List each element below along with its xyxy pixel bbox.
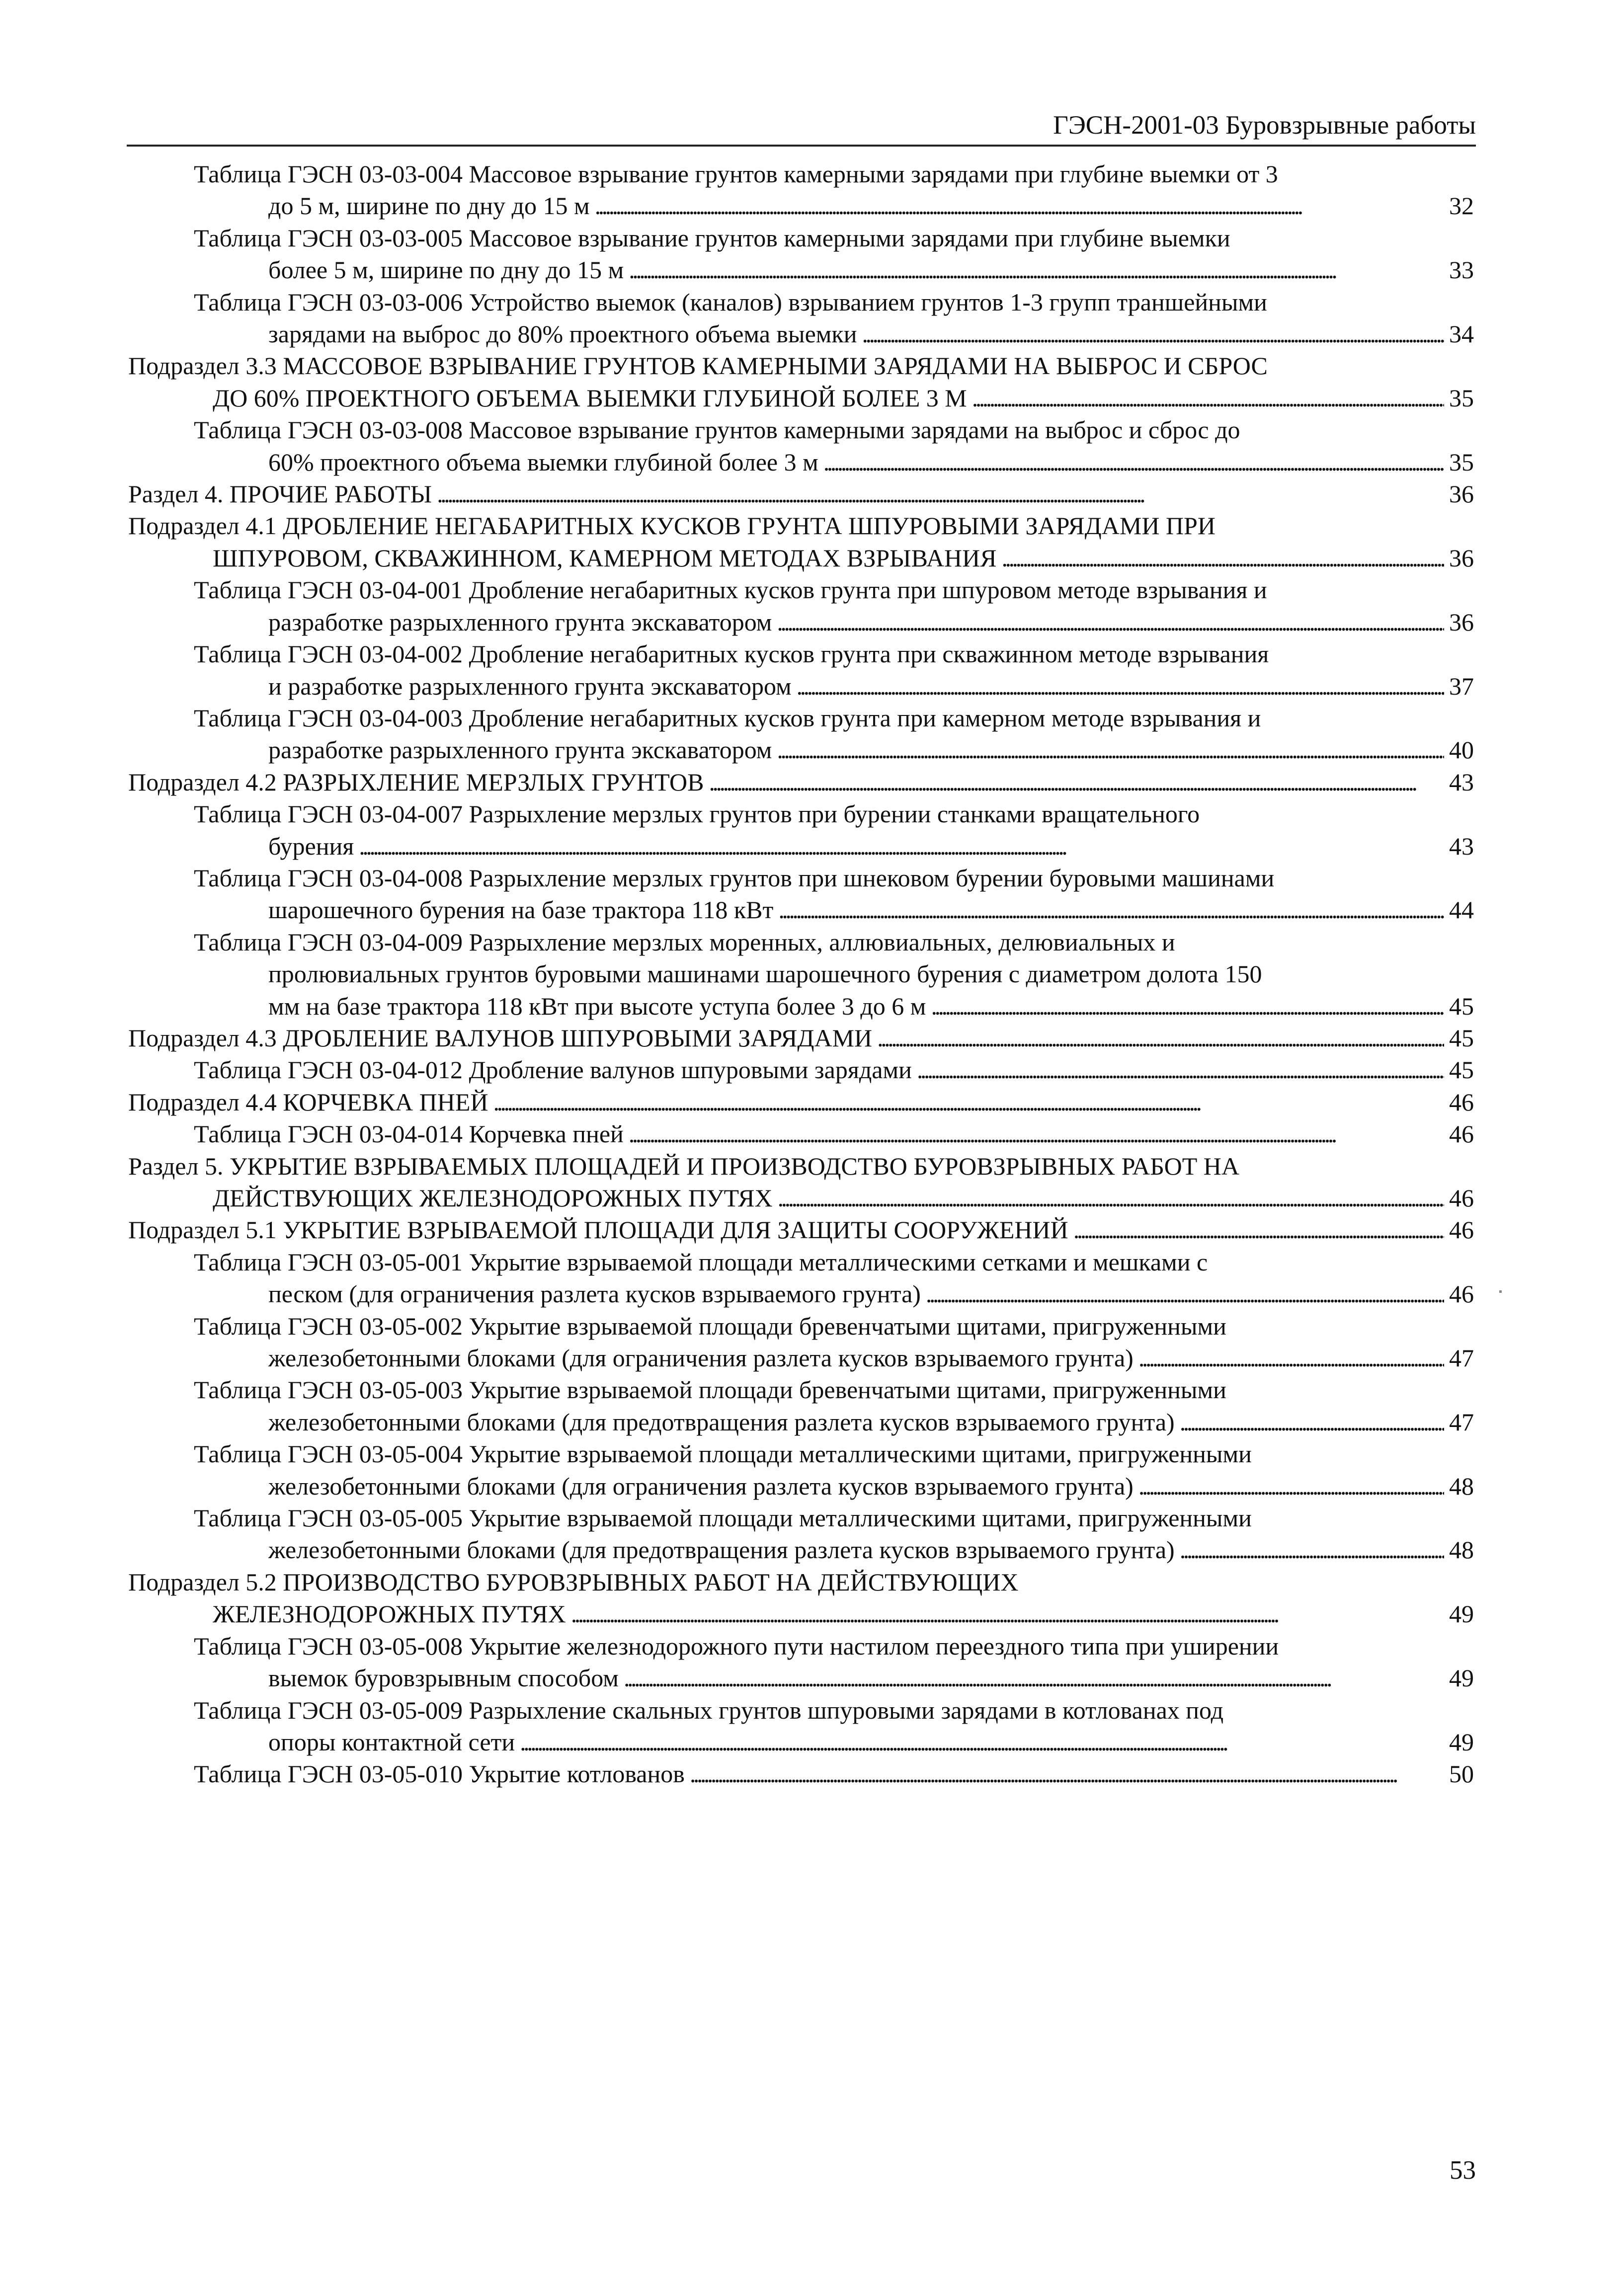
toc-entry-text: Таблица ГЭСН 03-04-003 Дробление негабаритных кусков грунта при камерном методе взрывания и bbox=[194, 704, 1261, 732]
toc-page-number: 46 bbox=[1449, 1184, 1474, 1212]
toc-line bbox=[128, 1150, 1474, 1182]
toc-section-entry[interactable] bbox=[128, 1214, 1474, 1246]
toc-table-entry[interactable] bbox=[128, 1118, 1474, 1150]
toc-entry-text: 60% проектного объема выемки глубиной более 3 м bbox=[268, 448, 818, 476]
toc-page-number: 36 bbox=[1449, 608, 1474, 636]
toc-line bbox=[194, 1534, 1474, 1566]
toc-line bbox=[128, 1086, 1474, 1118]
toc-line bbox=[194, 414, 1474, 446]
toc-page-number: 35 bbox=[1449, 448, 1474, 476]
toc-entry-text: Таблица ГЭСН 03-04-012 Дробление валунов шпуровыми зарядами bbox=[194, 1056, 912, 1084]
toc-entry-text: Подраздел 5.2 ПРОИЗВОДСТВО БУРОВЗРЫВНЫХ РАБОТ НА ДЕЙСТВУЮЩИХ bbox=[128, 1568, 1019, 1596]
toc-entry-text: до 5 м, ширине по дну до 15 м bbox=[268, 192, 590, 220]
toc-page-number: 47 bbox=[1449, 1408, 1474, 1436]
toc-line bbox=[194, 286, 1474, 318]
toc-table-entry[interactable] bbox=[128, 1246, 1474, 1310]
toc-line bbox=[128, 1214, 1474, 1246]
toc-table-entry[interactable] bbox=[128, 1054, 1474, 1086]
toc-entry-text: железобетонными блоками (для ограничения разлета кусков взрываемого грунта) bbox=[268, 1344, 1134, 1372]
toc-entry-text: Таблица ГЭСН 03-03-004 Массовое взрывание грунтов камерными зарядами при глубине выемки от 3 bbox=[194, 160, 1278, 188]
dot-leader bbox=[778, 894, 1444, 926]
dot-leader bbox=[777, 734, 1444, 766]
toc-entry-text: железобетонными блоками (для предотвращения разлета кусков взрываемого грунта) bbox=[268, 1408, 1175, 1436]
toc-entry-text: разработке разрыхленного грунта экскаватором bbox=[268, 736, 772, 764]
toc-entry-text: ЖЕЛЕЗНОДОРОЖНЫХ ПУТЯХ bbox=[213, 1600, 566, 1628]
dot-leader bbox=[1073, 1214, 1444, 1246]
toc-entry-text: разработке разрыхленного грунта экскаватором bbox=[268, 608, 772, 636]
toc-entry-text: Раздел 5. УКРЫТИЕ ВЗРЫВАЕМЫХ ПЛОЩАДЕЙ И ПРОИЗВОДСТВО БУРОВЗРЫВНЫХ РАБОТ НА bbox=[128, 1152, 1239, 1180]
toc-entry-text: Таблица ГЭСН 03-03-008 Массовое взрывание грунтов камерными зарядами на выброс и сброс до bbox=[194, 416, 1240, 444]
toc-entry-text: шарошечного бурения на базе трактора 118 кВт bbox=[268, 896, 774, 924]
toc-entry-text: Таблица ГЭСН 03-05-004 Укрытие взрываемой площади металлическими щитами, пригруженными bbox=[194, 1440, 1252, 1468]
toc-line bbox=[194, 1694, 1474, 1726]
toc-line bbox=[194, 1374, 1474, 1406]
toc-line bbox=[194, 190, 1474, 222]
toc-entry-text: и разработке разрыхленного грунта экскаватором bbox=[268, 672, 792, 700]
toc-page-number: 45 bbox=[1449, 1056, 1474, 1084]
toc-entry-text: ДЕЙСТВУЮЩИХ ЖЕЛЕЗНОДОРОЖНЫХ ПУТЯХ bbox=[213, 1184, 773, 1212]
toc-entry-text: выемок буровзрывным способом bbox=[268, 1664, 619, 1692]
toc-line bbox=[194, 1662, 1474, 1694]
toc-entry-text: железобетонными блоками (для предотвращения разлета кусков взрываемого грунта) bbox=[268, 1536, 1175, 1564]
toc-page-number: 49 bbox=[1449, 1728, 1474, 1756]
dot-leader bbox=[520, 1726, 1444, 1758]
toc-line bbox=[194, 702, 1474, 734]
toc-table-entry[interactable] bbox=[128, 414, 1474, 478]
toc-page-number: 36 bbox=[1449, 480, 1474, 508]
toc-entry-text: Таблица ГЭСН 03-05-010 Укрытие котлованов bbox=[194, 1760, 685, 1788]
dot-leader bbox=[1138, 1342, 1444, 1374]
toc-line bbox=[128, 1566, 1474, 1598]
toc-page-number: 48 bbox=[1449, 1472, 1474, 1500]
toc-page-number: 47 bbox=[1449, 1344, 1474, 1372]
toc-page-number: 46 bbox=[1449, 1120, 1474, 1148]
toc-entry-text: Таблица ГЭСН 03-04-008 Разрыхление мерзлых грунтов при шнековом бурении буровыми машинами bbox=[194, 864, 1275, 892]
toc-page-number: 49 bbox=[1449, 1664, 1474, 1692]
scan-speck bbox=[1499, 1290, 1502, 1293]
toc-page-number: 44 bbox=[1449, 896, 1474, 924]
dot-leader bbox=[926, 1278, 1444, 1310]
dot-leader bbox=[359, 830, 1444, 862]
dot-leader bbox=[595, 190, 1444, 222]
toc-line bbox=[194, 638, 1474, 670]
toc-table-entry[interactable] bbox=[128, 1758, 1474, 1790]
toc-line bbox=[194, 1470, 1474, 1502]
toc-line bbox=[194, 1342, 1474, 1374]
toc-line bbox=[194, 1438, 1474, 1470]
toc-entry-text: Таблица ГЭСН 03-05-005 Укрытие взрываемой площади металлическими щитами, пригруженными bbox=[194, 1504, 1252, 1532]
toc-page-number: 46 bbox=[1449, 1088, 1474, 1116]
toc-line bbox=[128, 510, 1474, 542]
page-number: 53 bbox=[1450, 2156, 1476, 2185]
toc-page-number: 43 bbox=[1449, 832, 1474, 860]
toc-page-number: 46 bbox=[1449, 1280, 1474, 1308]
toc-page-number: 43 bbox=[1449, 768, 1474, 796]
toc-entry-text: опоры контактной сети bbox=[268, 1728, 515, 1756]
toc-entry-text: ШПУРОВОМ, СКВАЖИННОМ, КАМЕРНОМ МЕТОДАХ ВЗРЫВАНИЯ bbox=[213, 544, 997, 572]
toc-line bbox=[194, 222, 1474, 254]
toc-entry-text: бурения bbox=[268, 832, 354, 860]
toc-line bbox=[194, 958, 1474, 990]
toc-entry-text: Таблица ГЭСН 03-05-008 Укрытие железнодорожного пути настилом переездного типа при уширении bbox=[194, 1632, 1279, 1660]
toc-page-number: 36 bbox=[1449, 544, 1474, 572]
dot-leader bbox=[1180, 1406, 1444, 1438]
toc-section-entry[interactable] bbox=[128, 1150, 1474, 1214]
toc-table-entry[interactable] bbox=[128, 862, 1474, 926]
toc-line bbox=[194, 734, 1474, 766]
toc-table-entry[interactable] bbox=[128, 1374, 1474, 1438]
dot-leader bbox=[877, 1022, 1444, 1054]
toc-entry-text: ДО 60% ПРОЕКТНОГО ОБЪЕМА ВЫЕМКИ ГЛУБИНОЙ БОЛЕЕ 3 М bbox=[213, 384, 967, 412]
toc-entry-text: Таблица ГЭСН 03-05-009 Разрыхление скальных грунтов шпуровыми зарядами в котлованах под bbox=[194, 1696, 1224, 1724]
toc-line bbox=[194, 830, 1474, 862]
toc-page-number: 45 bbox=[1449, 992, 1474, 1020]
toc-table-entry[interactable] bbox=[128, 926, 1474, 1022]
toc-line bbox=[128, 1022, 1474, 1054]
toc-line bbox=[128, 1598, 1474, 1630]
toc-entry-text: пролювиальных грунтов буровыми машинами шарошечного бурения с диаметром долота 150 bbox=[268, 960, 1262, 988]
toc-line bbox=[194, 1406, 1474, 1438]
toc-page-number: 46 bbox=[1449, 1216, 1474, 1244]
toc-section-entry[interactable] bbox=[128, 1566, 1474, 1630]
toc-line bbox=[194, 670, 1474, 702]
toc-page-number: 33 bbox=[1449, 256, 1474, 284]
toc-table-entry[interactable] bbox=[128, 1502, 1474, 1566]
toc-entry-text: Таблица ГЭСН 03-05-003 Укрытие взрываемой площади бревенчатыми щитами, пригруженными bbox=[194, 1376, 1226, 1404]
toc-page-number: 50 bbox=[1449, 1760, 1474, 1788]
dot-leader bbox=[629, 1118, 1444, 1150]
toc-entry-text: песком (для ограничения разлета кусков взрываемого грунта) bbox=[268, 1280, 921, 1308]
toc-table-entry[interactable] bbox=[128, 222, 1474, 286]
toc-page-number: 48 bbox=[1449, 1536, 1474, 1564]
toc-section-entry[interactable] bbox=[128, 1022, 1474, 1054]
toc-line bbox=[128, 766, 1474, 798]
dot-leader bbox=[931, 990, 1444, 1022]
toc-entry-text: Подраздел 4.1 ДРОБЛЕНИЕ НЕГАБАРИТНЫХ КУСКОВ ГРУНТА ШПУРОВЫМИ ЗАРЯДАМИ ПРИ bbox=[128, 512, 1216, 540]
toc-section-entry[interactable] bbox=[128, 510, 1474, 574]
toc-line bbox=[194, 1118, 1474, 1150]
toc-line bbox=[128, 1182, 1474, 1214]
toc-line bbox=[194, 1278, 1474, 1310]
toc-entry-text: Подраздел 4.3 ДРОБЛЕНИЕ ВАЛУНОВ ШПУРОВЫМИ ЗАРЯДАМИ bbox=[128, 1024, 873, 1052]
toc-line bbox=[194, 606, 1474, 638]
toc-line bbox=[194, 894, 1474, 926]
toc-table-entry[interactable] bbox=[128, 1630, 1474, 1694]
header-title: ГЭСН-2001-03 Буровзрывные работы bbox=[1053, 111, 1476, 140]
toc-table-entry[interactable] bbox=[128, 574, 1474, 638]
toc-line bbox=[194, 574, 1474, 606]
dot-leader bbox=[709, 766, 1445, 798]
toc-line bbox=[194, 990, 1474, 1022]
toc-line bbox=[194, 798, 1474, 830]
dot-leader bbox=[690, 1758, 1444, 1790]
dot-leader bbox=[823, 446, 1444, 478]
toc-section-entry[interactable] bbox=[128, 478, 1474, 510]
toc-entry-text: Подраздел 4.2 РАЗРЫХЛЕНИЕ МЕРЗЛЫХ ГРУНТОВ bbox=[128, 768, 704, 796]
dot-leader bbox=[493, 1086, 1444, 1118]
toc-entry-text: Таблица ГЭСН 03-04-007 Разрыхление мерзлых грунтов при бурении станками вращательного bbox=[194, 800, 1200, 828]
toc-table-entry[interactable] bbox=[128, 702, 1474, 766]
running-header bbox=[127, 102, 1476, 147]
dot-leader bbox=[778, 1182, 1444, 1214]
toc-entry-text: Таблица ГЭСН 03-05-002 Укрытие взрываемой площади бревенчатыми щитами, пригруженными bbox=[194, 1312, 1226, 1340]
toc-section-entry[interactable] bbox=[128, 1086, 1474, 1118]
toc-entry-text: железобетонными блоками (для ограничения разлета кусков взрываемого грунта) bbox=[268, 1472, 1134, 1500]
dot-leader bbox=[1180, 1534, 1444, 1566]
toc-line bbox=[194, 158, 1474, 190]
toc-entry-text: Подраздел 3.3 МАССОВОЕ ВЗРЫВАНИЕ ГРУНТОВ КАМЕРНЫМИ ЗАРЯДАМИ НА ВЫБРОС И СБРОС bbox=[128, 352, 1268, 380]
toc-entry-text: Таблица ГЭСН 03-04-002 Дробление негабаритных кусков грунта при скважинном методе взрывания bbox=[194, 640, 1269, 668]
toc-line bbox=[194, 254, 1474, 286]
toc-table-entry[interactable] bbox=[128, 798, 1474, 862]
toc-table-entry[interactable] bbox=[128, 286, 1474, 350]
toc-line bbox=[194, 1054, 1474, 1086]
toc-line bbox=[128, 350, 1474, 382]
dot-leader bbox=[917, 1054, 1444, 1086]
toc-table-entry[interactable] bbox=[128, 638, 1474, 702]
toc-entry-text: Таблица ГЭСН 03-03-006 Устройство выемок (каналов) взрыванием грунтов 1-3 групп траншейными bbox=[194, 288, 1267, 316]
toc-line bbox=[194, 318, 1474, 350]
dot-leader bbox=[1002, 542, 1444, 574]
toc-page-number: 37 bbox=[1449, 672, 1474, 700]
toc-entry-text: Таблица ГЭСН 03-04-014 Корчевка пней bbox=[194, 1120, 624, 1148]
toc-table-entry[interactable] bbox=[128, 158, 1474, 222]
toc-entry-text: Подраздел 4.4 КОРЧЕВКА ПНЕЙ bbox=[128, 1088, 488, 1116]
dot-leader bbox=[437, 478, 1444, 510]
toc-line bbox=[194, 1246, 1474, 1278]
toc-entry-text: Таблица ГЭСН 03-04-009 Разрыхление мерзлых моренных, аллювиальных, делювиальных и bbox=[194, 928, 1175, 956]
toc-table-entry[interactable] bbox=[128, 1438, 1474, 1502]
dot-leader bbox=[972, 382, 1444, 414]
toc-line bbox=[128, 382, 1474, 414]
toc-entry-text: Таблица ГЭСН 03-03-005 Массовое взрывание грунтов камерными зарядами при глубине выемки bbox=[194, 224, 1230, 252]
toc-line bbox=[194, 926, 1474, 958]
toc-section-entry[interactable] bbox=[128, 350, 1474, 414]
toc-entry-text: Таблица ГЭСН 03-04-001 Дробление негабаритных кусков грунта при шпуровом методе взрывания и bbox=[194, 576, 1267, 604]
toc-page-number: 35 bbox=[1449, 384, 1474, 412]
toc-line bbox=[194, 1630, 1474, 1662]
toc-entry-text: Таблица ГЭСН 03-05-001 Укрытие взрываемой площади металлическими сетками и мешками с bbox=[194, 1248, 1208, 1276]
table-of-contents bbox=[128, 158, 1474, 1790]
toc-line bbox=[194, 1726, 1474, 1758]
toc-line bbox=[194, 1758, 1474, 1790]
dot-leader bbox=[797, 670, 1444, 702]
toc-page-number: 40 bbox=[1449, 736, 1474, 764]
toc-page-number: 45 bbox=[1449, 1024, 1474, 1052]
toc-line bbox=[194, 862, 1474, 894]
toc-entry-text: более 5 м, ширине по дну до 15 м bbox=[268, 256, 624, 284]
toc-entry-text: Раздел 4. ПРОЧИЕ РАБОТЫ bbox=[128, 480, 432, 508]
toc-page-number: 34 bbox=[1449, 320, 1474, 348]
toc-page-number: 49 bbox=[1449, 1600, 1474, 1628]
toc-line bbox=[194, 1502, 1474, 1534]
toc-table-entry[interactable] bbox=[128, 1694, 1474, 1758]
toc-line bbox=[128, 478, 1474, 510]
toc-line bbox=[194, 1310, 1474, 1342]
dot-leader bbox=[571, 1598, 1444, 1630]
toc-entry-text: зарядами на выброс до 80% проектного объема выемки bbox=[268, 320, 857, 348]
toc-line bbox=[194, 446, 1474, 478]
toc-entry-text: Подраздел 5.1 УКРЫТИЕ ВЗРЫВАЕМОЙ ПЛОЩАДИ ДЛЯ ЗАЩИТЫ СООРУЖЕНИЙ bbox=[128, 1216, 1068, 1244]
toc-entry-text: мм на базе трактора 118 кВт при высоте уступа более 3 до 6 м bbox=[268, 992, 926, 1020]
dot-leader bbox=[624, 1662, 1444, 1694]
toc-section-entry[interactable] bbox=[128, 766, 1474, 798]
dot-leader bbox=[1138, 1470, 1444, 1502]
dot-leader bbox=[777, 606, 1444, 638]
toc-line bbox=[128, 542, 1474, 574]
toc-table-entry[interactable] bbox=[128, 1310, 1474, 1374]
dot-leader bbox=[862, 318, 1444, 350]
dot-leader bbox=[629, 254, 1444, 286]
toc-page-number: 32 bbox=[1449, 192, 1474, 220]
